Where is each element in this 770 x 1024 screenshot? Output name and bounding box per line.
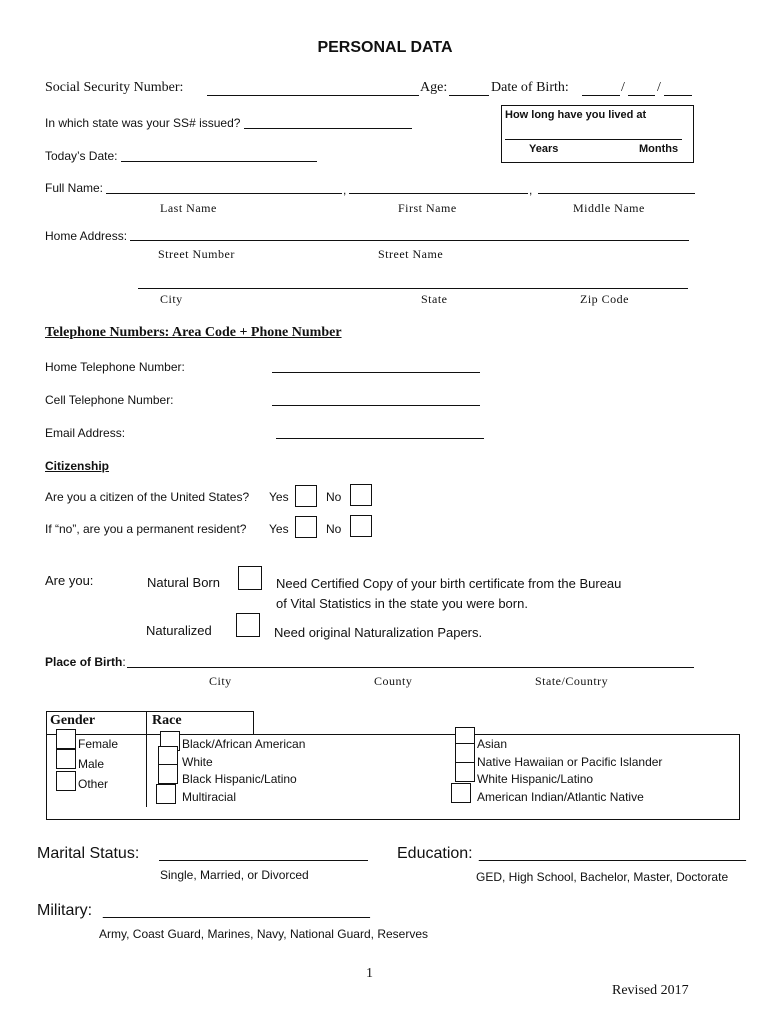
last-name-caption: Last Name <box>160 201 217 215</box>
natural-born-note: Need Certified Copy of your birth certificate from the Bureau <box>276 576 622 591</box>
race-native-hawaiian-checkbox[interactable] <box>455 743 475 763</box>
natural-born-checkbox[interactable] <box>238 566 262 590</box>
gender-heading: Gender <box>50 713 96 728</box>
home-phone-label: Home Telephone Number: <box>45 360 185 374</box>
race-option-label: White <box>182 755 213 769</box>
dob-separator: / <box>621 80 625 95</box>
birth-city-caption: City <box>209 674 232 688</box>
cell-phone-field[interactable] <box>272 405 480 406</box>
name-comma: , <box>529 183 533 197</box>
education-hint: GED, High School, Bachelor, Master, Doctorate <box>476 870 729 884</box>
gender-option-label: Male <box>78 757 105 771</box>
revised-note: Revised 2017 <box>612 983 689 998</box>
natural-born-label: Natural Born <box>147 575 220 590</box>
place-of-birth-label: Place of Birth: <box>45 655 126 669</box>
street-name-caption: Street Name <box>378 247 444 261</box>
birth-state-country-caption: State/Country <box>535 674 609 688</box>
military-hint: Army, Coast Guard, Marines, Navy, National Guard, Reserves <box>99 927 429 941</box>
yes-label: Yes <box>269 522 289 536</box>
education-field[interactable]: ______________________________ <box>479 845 746 862</box>
ssn-label: Social Security Number: <box>45 80 184 95</box>
birth-county-caption: County <box>374 674 413 688</box>
name-comma: , <box>343 183 347 197</box>
ss-issued-label: In which state was your SS# issued? <box>45 116 241 130</box>
demographics-table <box>46 734 740 820</box>
years-label: Years <box>529 143 559 155</box>
gender-option-label: Female <box>78 737 119 751</box>
marital-status-hint: Single, Married, or Divorced <box>160 868 309 882</box>
ssn-field[interactable] <box>207 95 419 96</box>
naturalized-label: Naturalized <box>146 623 212 638</box>
no-label: No <box>326 522 342 536</box>
email-label: Email Address: <box>45 426 126 440</box>
lived-duration-box <box>501 105 694 163</box>
race-black-hispanic-checkbox[interactable] <box>158 764 178 784</box>
ss-issued-field[interactable] <box>244 128 412 129</box>
gender-other-checkbox[interactable] <box>56 771 76 791</box>
street-number-caption: Street Number <box>158 247 235 261</box>
city-state-zip-field[interactable] <box>138 288 688 289</box>
todays-date-label: Today’s Date: <box>45 149 118 163</box>
middle-name-field[interactable] <box>538 193 695 194</box>
home-phone-field[interactable] <box>272 372 480 373</box>
full-name-label: Full Name: <box>45 181 104 195</box>
lived-duration-field[interactable] <box>505 139 682 140</box>
race-multiracial-checkbox[interactable] <box>156 784 176 804</box>
military-label: Military: <box>37 902 93 919</box>
naturalized-checkbox[interactable] <box>236 613 260 637</box>
citizenship-heading: Citizenship <box>45 459 110 473</box>
military-field[interactable]: ______________________________ <box>103 902 370 919</box>
age-field[interactable] <box>449 95 489 96</box>
email-field[interactable] <box>276 438 484 439</box>
home-address-label: Home Address: <box>45 229 128 243</box>
cell-phone-label: Cell Telephone Number: <box>45 393 174 407</box>
citizen-question: Are you a citizen of the United States? <box>45 490 250 504</box>
todays-date-field[interactable] <box>121 161 317 162</box>
street-field[interactable] <box>130 240 689 241</box>
race-white-checkbox[interactable] <box>158 746 178 766</box>
first-name-field[interactable] <box>349 193 528 194</box>
gender-female-checkbox[interactable] <box>56 729 76 749</box>
race-white-hispanic-checkbox[interactable] <box>455 762 475 782</box>
resident-no-checkbox[interactable] <box>350 515 372 537</box>
dob-year-field[interactable] <box>664 95 692 96</box>
citizen-no-checkbox[interactable] <box>350 484 372 506</box>
city-caption: City <box>160 292 183 306</box>
marital-status-field[interactable] <box>159 860 368 861</box>
race-american-indian-checkbox[interactable] <box>451 783 471 803</box>
marital-status-label: Marital Status: <box>37 845 140 862</box>
resident-yes-checkbox[interactable] <box>295 516 317 538</box>
race-heading: Race <box>152 713 182 728</box>
state-caption: State <box>421 292 448 306</box>
race-option-label: American Indian/Atlantic Native <box>477 790 644 804</box>
age-label: Age: <box>420 80 448 95</box>
race-option-label: Native Hawaiian or Pacific Islander <box>477 755 663 769</box>
gender-male-checkbox[interactable] <box>56 749 76 769</box>
citizen-yes-checkbox[interactable] <box>295 485 317 507</box>
last-name-field[interactable] <box>106 193 342 194</box>
naturalized-note: Need original Naturalization Papers. <box>274 625 483 640</box>
place-of-birth-field[interactable] <box>127 667 694 668</box>
zip-caption: Zip Code <box>580 292 629 306</box>
dob-separator: / <box>657 80 661 95</box>
dob-label: Date of Birth: <box>491 80 569 95</box>
race-option-label: White Hispanic/Latino <box>477 772 594 786</box>
race-option-label: Asian <box>477 737 508 751</box>
page-number: 1 <box>366 966 373 981</box>
column-divider <box>146 734 147 807</box>
yes-label: Yes <box>269 490 289 504</box>
page-title: PERSONAL DATA <box>317 39 453 56</box>
natural-born-note: of Vital Statistics in the state you were born. <box>276 596 528 611</box>
race-option-label: Black Hispanic/Latino <box>182 772 297 786</box>
dob-month-field[interactable] <box>582 95 620 96</box>
lived-box-title: How long have you lived at <box>505 109 647 121</box>
no-label: No <box>326 490 342 504</box>
resident-question: If “no”, are you a permanent resident? <box>45 522 247 536</box>
race-option-label: Black/African American <box>182 737 306 751</box>
dob-day-field[interactable] <box>628 95 655 96</box>
first-name-caption: First Name <box>398 201 457 215</box>
telephone-heading: Telephone Numbers: Area Code + Phone Number <box>45 325 342 340</box>
middle-name-caption: Middle Name <box>573 201 645 215</box>
are-you-label: Are you: <box>45 573 94 588</box>
race-option-label: Multiracial <box>182 790 237 804</box>
education-label: Education: <box>397 845 473 862</box>
gender-option-label: Other <box>78 777 109 791</box>
months-label: Months <box>639 143 679 155</box>
